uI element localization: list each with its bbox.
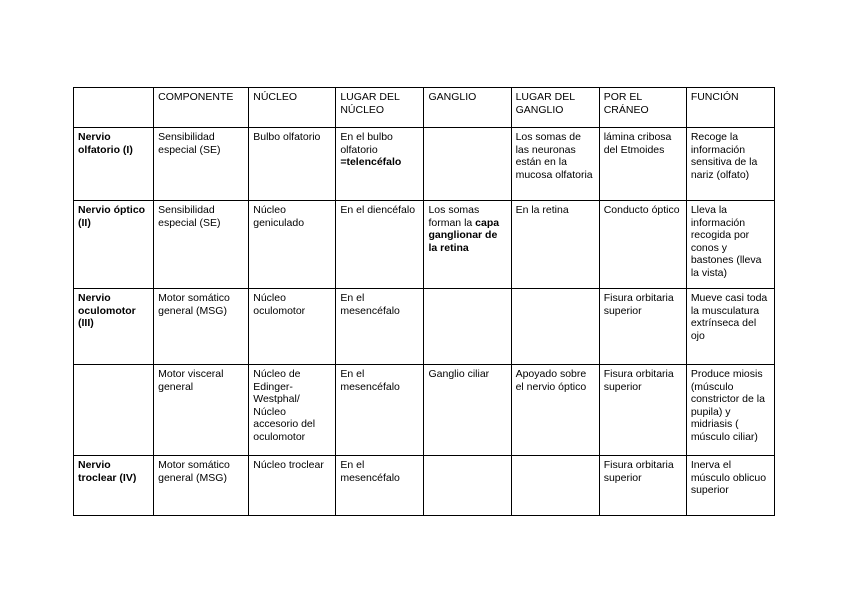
nerve-name-cell [74,365,154,456]
funcion-cell: Recoge la información sensitiva de la nariz (olfato) [686,128,774,201]
table-row [74,456,775,516]
table-row [74,289,775,365]
nucleo-cell: Núcleo de Edinger-Westphal/ Núcleo accesorio del oculomotor [249,365,336,456]
header-cell: LUGAR DEL NÚCLEO [336,88,424,128]
nerve-name-cell: Nervio óptico (II) [74,201,154,289]
componente-cell: Motor somático general (MSG) [154,456,249,516]
header-cell: GANGLIO [424,88,511,128]
header-cell: FUNCIÓN [686,88,774,128]
funcion-cell: Inerva el músculo oblicuo superior [686,456,774,516]
header-cell: LUGAR DEL GANGLIO [511,88,599,128]
lugar-nucleo-cell [336,201,424,289]
craneo-cell: Fisura orbitaria superior [599,365,686,456]
nucleo-cell: Núcleo geniculado [249,201,336,289]
lugar-ganglio-cell: Los somas de las neuronas están en la mucosa olfatoria [511,128,599,201]
ganglio-cell [424,128,511,201]
table-row [74,201,775,289]
ganglio-cell [424,456,511,516]
header-cell: NÚCLEO [249,88,336,128]
craneo-cell: Fisura orbitaria superior [599,456,686,516]
lugar-nucleo-cell [336,289,424,365]
lugar-nucleo-text: En el mesencéfalo [340,459,400,484]
header-cell: COMPONENTE [154,88,249,128]
lugar-ganglio-cell: Apoyado sobre el nervio óptico [511,365,599,456]
funcion-cell: Mueve casi toda la musculatura extrínseca del ojo [686,289,774,365]
ganglio-cell [424,201,511,289]
craneo-cell: Fisura orbitaria superior [599,289,686,365]
nerve-name-cell: Nervio olfatorio (I) [74,128,154,201]
lugar-nucleo-cell [336,128,424,201]
lugar-nucleo-cell [336,456,424,516]
lugar-nucleo-text: En el mesencéfalo [340,292,400,317]
ganglio-cell [424,289,511,365]
nucleo-cell: Núcleo troclear [249,456,336,516]
ganglio-cell [424,365,511,456]
nerve-name-cell: Nervio oculomotor (III) [74,289,154,365]
nucleo-cell: Núcleo oculomotor [249,289,336,365]
craneo-cell: Conducto óptico [599,201,686,289]
componente-cell: Sensibilidad especial (SE) [154,201,249,289]
lugar-nucleo-text: En el diencéfalo [340,204,416,216]
ganglio-bold-text: capa ganglionar de la retina [428,216,500,254]
ganglio-text: Los somas forman la [428,204,480,229]
craneo-cell: lámina cribosa del Etmoides [599,128,686,201]
lugar-nucleo-bold-text: =telencéfalo [340,156,402,169]
lugar-nucleo-text: En el mesencéfalo [340,368,400,393]
lugar-ganglio-cell [511,289,599,365]
lugar-ganglio-cell [511,456,599,516]
cranial-nerves-table [73,87,775,516]
header-cell [74,88,154,128]
funcion-cell: Produce miosis (músculo constrictor de la pupila) y midriasis ( músculo ciliar) [686,365,774,456]
componente-cell: Sensibilidad especial (SE) [154,128,249,201]
lugar-nucleo-cell [336,365,424,456]
header-row [74,88,775,128]
lugar-nucleo-text: En el bulbo olfatorio [340,131,393,156]
table-row [74,128,775,201]
ganglio-text: Ganglio ciliar [428,368,490,380]
componente-cell: Motor visceral general [154,365,249,456]
lugar-ganglio-cell: En la retina [511,201,599,289]
componente-cell: Motor somático general (MSG) [154,289,249,365]
nerve-name-cell: Nervio troclear (IV) [74,456,154,516]
header-cell: POR EL CRÁNEO [599,88,686,128]
funcion-cell: Lleva la información recogida por conos y bastones (lleva la vista) [686,201,774,289]
nucleo-cell: Bulbo olfatorio [249,128,336,201]
table-row [74,365,775,456]
